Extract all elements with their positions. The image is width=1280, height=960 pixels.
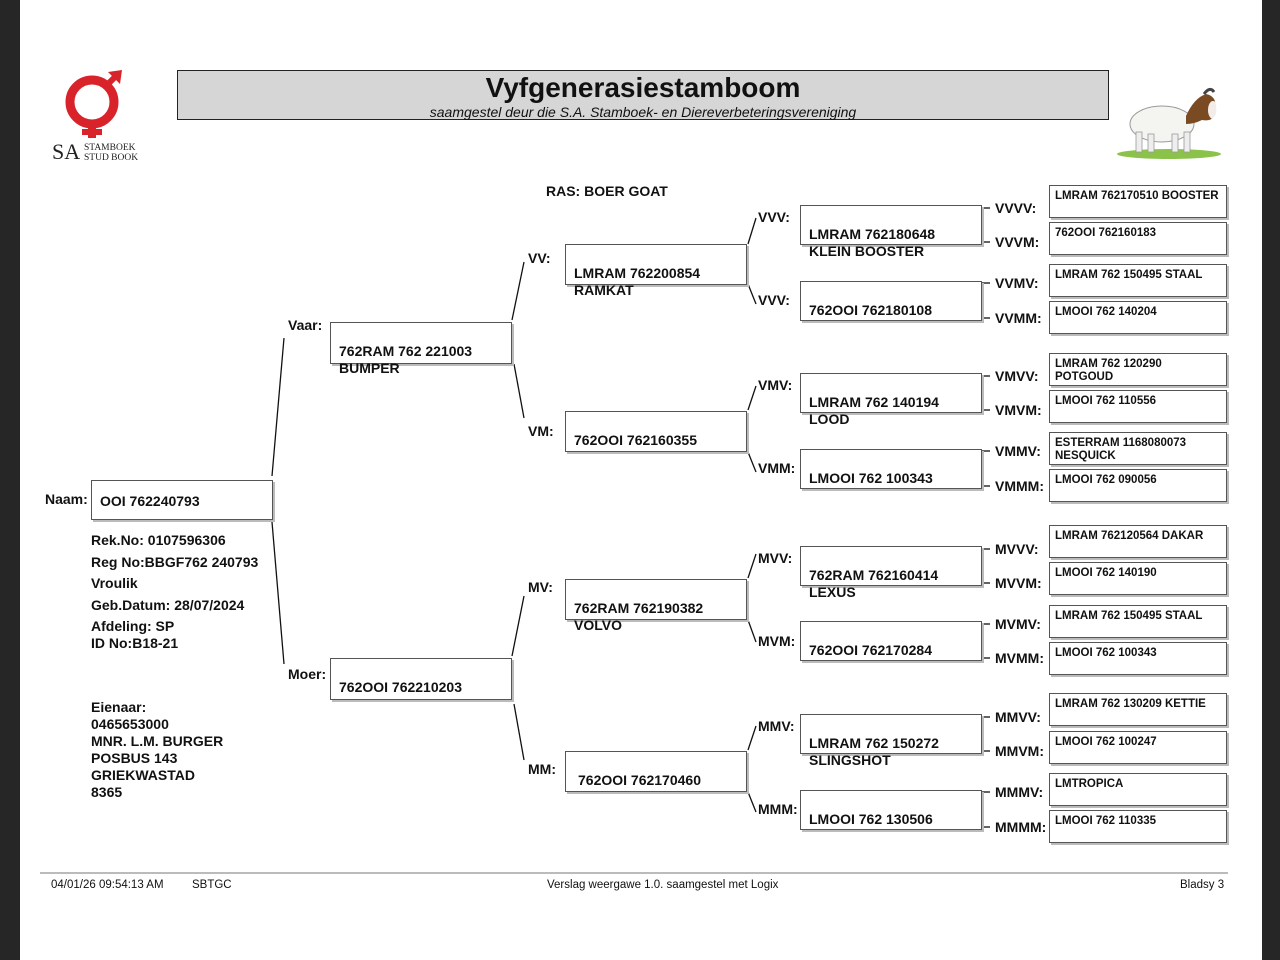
gen4-name: LMOOI 762 100247 (1055, 736, 1157, 748)
page-subtitle: saamgestel deur die S.A. Stamboek- en Diereverbeteringsvereniging (429, 104, 857, 120)
gen3-name: LMRAM 762 150272 SLINGSHOT (809, 735, 939, 768)
gen3-name: 762RAM 762160414 LEXUS (809, 567, 939, 600)
gen3-name: LMRAM 762180648 KLEIN BOOSTER (809, 226, 936, 259)
gen4-label: VMMM: (995, 478, 1044, 494)
subject-name-box (91, 480, 273, 520)
gen4-box (1049, 693, 1227, 726)
gen4-box (1049, 301, 1227, 334)
gen4-name: LMRAM 762 120290 POTGOUD (1055, 358, 1162, 383)
gen4-label: MMMM: (995, 819, 1047, 835)
gen3-box (800, 714, 982, 768)
dam-label: Moer: (288, 666, 327, 682)
gen3-label: MVM: (758, 633, 796, 649)
gen4-name: LMOOI 762 110335 (1055, 815, 1157, 827)
detail-line: ID No:B18-21 (91, 635, 179, 651)
gen4-name: LMRAM 762120564 DAKAR (1055, 530, 1204, 542)
gen4-box (1049, 390, 1227, 423)
gen4-box (1049, 222, 1227, 255)
gen4-label: MVMM: (995, 650, 1044, 666)
dam-name: 762OOI 762210203 (339, 679, 462, 695)
gen4-label: VMVV: (995, 368, 1039, 384)
gen3-name: LMOOI 762 100343 (809, 470, 933, 486)
gen4-name: 762OOI 762160183 (1055, 227, 1157, 239)
gen3-name: 762OOI 762170284 (809, 642, 932, 658)
gen3-box (800, 621, 982, 661)
gen3-name: 762OOI 762180108 (809, 302, 932, 318)
gen4-box (1049, 432, 1227, 465)
gen2-box (565, 411, 747, 452)
owner-info: Eienaar: 0465653000 MNR. L.M. BURGER POSBUS 143 GRIEKWASTAD 8365 (91, 699, 224, 800)
gen3-label: VMV: (758, 377, 793, 393)
gen2-box (565, 244, 747, 298)
gen4-box (1049, 562, 1227, 595)
footer-timestamp: 04/01/26 09:54:13 AM (51, 879, 164, 891)
gen3-box (800, 449, 982, 489)
gen4-box (1049, 353, 1227, 386)
gen3-box (800, 205, 982, 259)
gen4-label: MVVV: (995, 541, 1039, 557)
gen3-name: LMRAM 762 140194 LOOD (809, 394, 939, 427)
detail-line: Reg No:BBGF762 240793 (91, 553, 259, 570)
gen3-label: VMM: (758, 460, 796, 476)
gen4-label: VVMV: (995, 275, 1039, 291)
gen4-box (1049, 264, 1227, 297)
gen2-label: VM: (528, 423, 554, 439)
subject-label: Naam: (45, 491, 88, 507)
sire-label: Vaar: (288, 317, 323, 333)
gen4-name: LMOOI 762 110556 (1055, 395, 1157, 407)
gen2-label: MM: (528, 761, 556, 777)
gen2-name: 762OOI 762170460 (578, 772, 701, 788)
gen4-name: ESTERRAM 1168080073 NESQUICK (1055, 437, 1187, 462)
detail-line: Vroulik (91, 575, 138, 591)
gen3-label: MMM: (758, 801, 798, 817)
subject-details (91, 530, 258, 652)
gen2-name: LMRAM 762200854 RAMKAT (574, 265, 701, 298)
gen4-box (1049, 731, 1227, 764)
gen3-label: VVV: (758, 292, 790, 308)
gen2-name: 762OOI 762160355 (574, 432, 697, 448)
gen3-box (800, 790, 982, 830)
breed-label: RAS: BOER GOAT (546, 183, 668, 199)
footer-code: SBTGC (192, 879, 232, 891)
gen4-name: LMOOI 762 090056 (1055, 474, 1157, 486)
gen4-label: MVMV: (995, 616, 1041, 632)
gen4-name: LMRAM 762 150495 STAAL (1055, 269, 1203, 281)
gen3-box (800, 373, 982, 427)
page-title: Vyfgenerasiestamboom (485, 72, 801, 103)
gen4-name: LMOOI 762 100343 (1055, 647, 1157, 659)
sire-name: 762RAM 762 221003 BUMPER (339, 343, 473, 376)
sa-stud-book-logo: SA STAMBOEK STUD BOOK (50, 66, 150, 166)
gen4-box (1049, 605, 1227, 638)
gen4-label: MMVM: (995, 743, 1044, 759)
gen4-box (1049, 525, 1227, 558)
dam-box (330, 658, 512, 700)
footer-page-number: Bladsy 3 (1180, 879, 1225, 891)
gen4-label: MVVM: (995, 575, 1042, 591)
detail-line: Geb.Datum: 28/07/2024 (91, 596, 245, 613)
gen3-label: MVV: (758, 550, 793, 566)
gen4-label: VMVM: (995, 402, 1042, 418)
gen4-label: MMMV: (995, 784, 1044, 800)
gen2-label: VV: (528, 250, 551, 266)
gen4-box (1049, 469, 1227, 502)
gen4-name: LMOOI 762 140190 (1055, 567, 1157, 579)
gen3-name: LMOOI 762 130506 (809, 811, 933, 827)
gen4-name: LMRAM 762 150495 STAAL (1055, 610, 1203, 622)
subject-name: OOI 762240793 (100, 493, 200, 509)
gen2-box (565, 579, 747, 633)
gen4-box (1049, 773, 1227, 806)
gen2-name: 762RAM 762190382 VOLVO (574, 600, 704, 633)
gen4-label: VVVM: (995, 234, 1040, 250)
gen4-box (1049, 185, 1227, 218)
gen4-box (1049, 810, 1227, 843)
gen2-box (565, 751, 747, 792)
gen4-name: LMRAM 762170510 BOOSTER (1055, 190, 1219, 202)
gen4-label: VMMV: (995, 443, 1041, 459)
gen4-label: MMVV: (995, 709, 1041, 725)
gen3-label: VVV: (758, 209, 790, 225)
gen4-label: VVVV: (995, 200, 1037, 216)
detail-line: Rek.No: 0107596306 (91, 532, 226, 548)
gen3-box (800, 546, 982, 600)
gen4-name: LMRAM 762 130209 KETTIE (1055, 698, 1206, 710)
gen3-box (800, 281, 982, 321)
pedigree-page (20, 0, 1262, 960)
gen4-box (1049, 642, 1227, 675)
detail-line: Afdeling: SP (91, 618, 175, 634)
footer-report: Verslag weergawe 1.0. saamgestel met Logix (547, 879, 779, 891)
gen3-label: MMV: (758, 718, 795, 734)
gen4-name: LMTROPICA (1055, 778, 1124, 790)
gen4-name: LMOOI 762 140204 (1055, 306, 1157, 318)
gen2-label: MV: (528, 579, 553, 595)
sire-box (330, 322, 512, 376)
gen4-label: VVMM: (995, 310, 1042, 326)
